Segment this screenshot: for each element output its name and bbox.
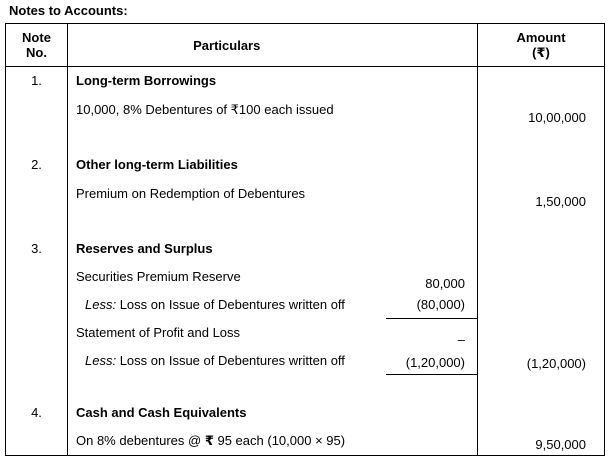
note-4-line-row <box>6 427 605 456</box>
securities-premium-row <box>6 263 605 291</box>
note-1-title: Long-term Borrowings <box>76 73 217 89</box>
note-3-amount: (1,20,000) <box>478 347 605 375</box>
note-header-line1: Note <box>22 30 51 45</box>
less-loss-row-2 <box>6 347 605 375</box>
note-3-title: Reserves and Surplus <box>76 241 213 256</box>
header-row <box>6 24 605 67</box>
less-loss-row-1 <box>6 291 605 319</box>
note-2-number: 2. <box>6 151 68 179</box>
note-4-title: Cash and Cash Equivalents <box>76 405 247 420</box>
less-loss-label-2 <box>68 347 386 375</box>
note-4-number: 4. <box>6 399 68 427</box>
profit-loss-label: Statement of Profit and Loss <box>76 325 241 340</box>
note-1-line: 10,000, 8% Debentures of ₹100 each issued <box>76 101 334 117</box>
note-4-line-prefix: On 8% debentures @ <box>76 432 205 448</box>
note-3-title-row <box>6 235 605 263</box>
note-4-title-row <box>6 399 605 427</box>
less-loss-label-1 <box>68 291 386 319</box>
note-4-line <box>68 427 386 456</box>
securities-premium-label: Securities Premium Reserve <box>76 269 241 284</box>
less-italic-1: Less: <box>85 297 117 312</box>
notes-table <box>5 23 605 456</box>
profit-loss-row <box>6 319 605 347</box>
amount-header <box>478 24 605 67</box>
note-1-amount: 10,00,000 <box>478 95 605 125</box>
note-2-title: Other long-term Liabilities <box>76 157 238 172</box>
subamount-header <box>386 24 478 67</box>
less-text-2: Loss on Issue of Debentures written off <box>116 353 345 368</box>
particulars-header: Particulars <box>68 24 386 67</box>
note-2-title-row <box>6 151 605 179</box>
note-1-number: 1. <box>6 67 68 95</box>
note-2-line-row <box>6 179 605 209</box>
notes-caption: Notes to Accounts: <box>9 3 128 18</box>
note-no-header <box>6 24 68 67</box>
rupee-symbol: ₹ <box>204 432 214 448</box>
note-header-line2: No. <box>26 45 47 60</box>
note-2-line: Premium on Redemption of Debentures <box>76 186 306 201</box>
note-3-number: 3. <box>6 235 68 263</box>
amount-header-line1: Amount <box>516 30 566 45</box>
profit-loss-value: – <box>457 331 465 347</box>
less-italic-2: Less: <box>85 353 117 368</box>
note-2-amount: 1,50,000 <box>478 179 605 209</box>
note-4-line-suffix: 95 each (10,000 × 95) <box>213 432 346 448</box>
note-1-line-row <box>6 95 605 125</box>
note-1-title-row <box>6 67 605 95</box>
amount-header-line2: (₹) <box>532 45 550 60</box>
securities-premium-value: 80,000 <box>425 275 465 291</box>
less-loss-value-2: (1,20,000) <box>386 347 478 375</box>
less-loss-value-1: (80,000) <box>386 291 478 319</box>
less-text-1: Loss on Issue of Debentures written off <box>116 297 345 312</box>
note-4-amount: 9,50,000 <box>478 427 605 456</box>
